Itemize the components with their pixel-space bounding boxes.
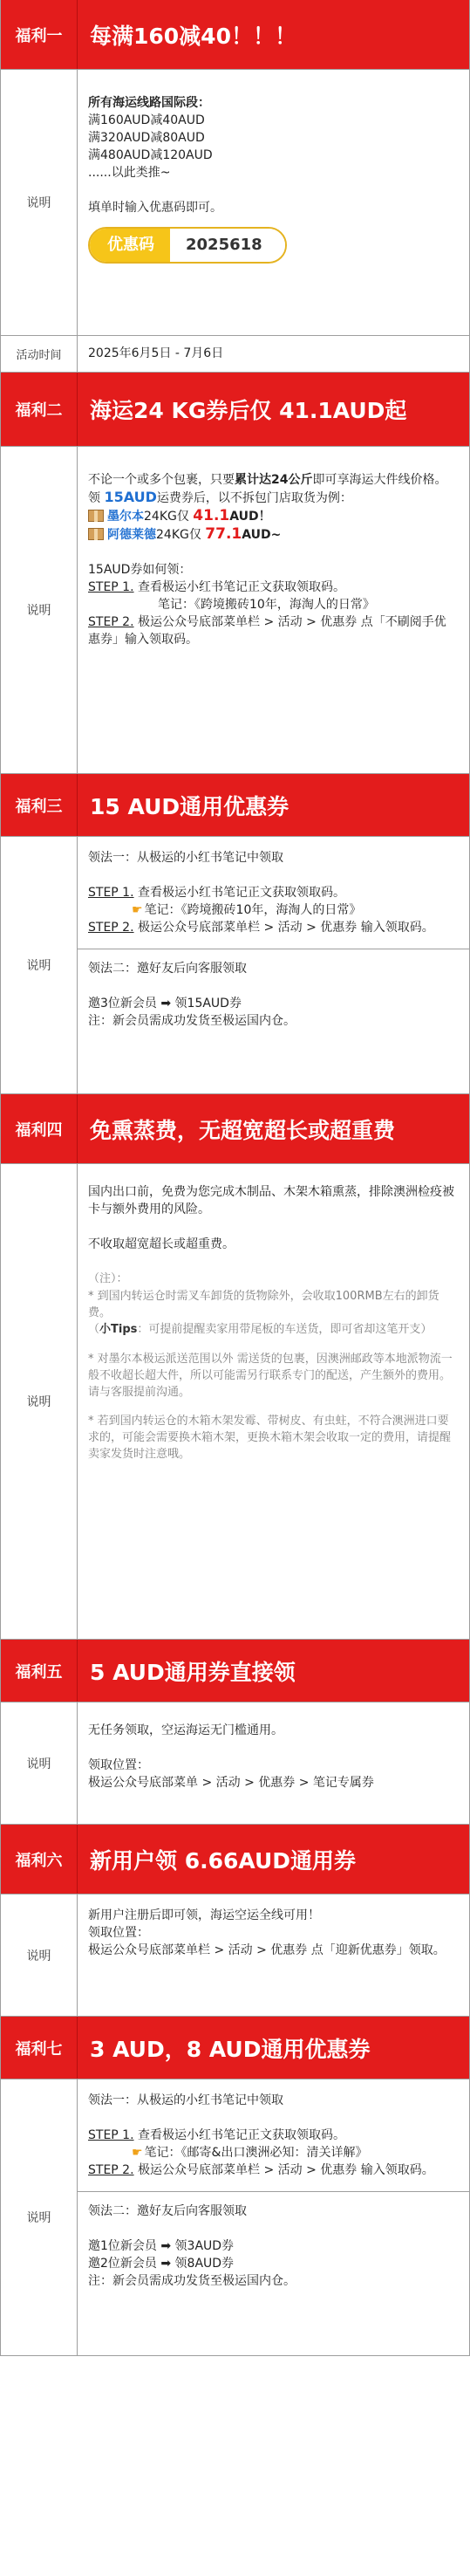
benefit-title: 5 AUD通用券直接领 bbox=[90, 1659, 296, 1685]
step-2: STEP 2. 极运公众号底部菜单栏 > 活动 > 优惠券 输入领取码。 bbox=[88, 921, 434, 935]
benefit-tag: 福利六 bbox=[1, 1825, 78, 1894]
price-adelaide: 阿德莱德24KG仅 77.1AUD~ bbox=[88, 525, 457, 544]
benefit-1-time bbox=[1, 336, 469, 373]
package-icon bbox=[88, 528, 104, 540]
benefit-5-desc bbox=[1, 1702, 469, 1825]
route-heading: 所有海运线路国际段： bbox=[88, 96, 210, 110]
pointing-hand-icon: ☛ bbox=[132, 903, 143, 917]
benefit-tag: 福利二 bbox=[1, 373, 78, 446]
benefit-4-desc bbox=[1, 1164, 469, 1640]
note-unloading: * 到国内转运仓时需叉车卸货的货物除外，会收取100RMB左右的卸货费。 bbox=[88, 1290, 439, 1319]
activity-time: 2025年6月5日 - 7月6日 bbox=[88, 346, 224, 360]
method-one: 领法一：从极运的小红书笔记中领取 bbox=[88, 851, 283, 865]
intro-text: 不论一个或多个包裹，只要累计达24公斤即可享海运大件线价格。 bbox=[88, 473, 447, 487]
benefit-title: 新用户领 6.66AUD通用券 bbox=[90, 1847, 357, 1874]
coupon-code[interactable]: 2025618 bbox=[170, 229, 285, 262]
benefit-2-desc bbox=[1, 447, 469, 774]
benefit-1-header bbox=[1, 0, 469, 70]
step-2: STEP 2. 极运公众号底部菜单栏 > 活动 > 优惠券 点「不刷阅手优惠券」输入领取码。 bbox=[88, 615, 446, 647]
invite-reward: 邀1位新会员 ➡ 领3AUD券 bbox=[88, 2239, 235, 2253]
step-1: STEP 1. 查看极运小红书笔记正文获取领取码。 bbox=[88, 2128, 345, 2142]
benefit-6-desc bbox=[1, 1894, 469, 2017]
desc-label: 说明 bbox=[1, 1894, 78, 2016]
location-path: 极运公众号底部菜单栏 > 活动 > 优惠券 点「迎新优惠券」领取。 bbox=[88, 1943, 446, 1957]
benefit-3-header bbox=[1, 774, 469, 837]
benefit-tag: 福利五 bbox=[1, 1640, 78, 1702]
benefit-title: 海运24 KG券后仅 41.1AUD起 bbox=[90, 398, 407, 423]
note-title: 笔记：《跨境搬砖10年，海淘人的日常》 bbox=[158, 598, 375, 612]
invite-reward: 邀3位新会员 ➡ 领15AUD券 bbox=[88, 997, 242, 1011]
location-path: 极运公众号底部菜单 > 活动 > 优惠券 > 笔记专属券 bbox=[88, 1776, 374, 1790]
benefit-title: 3 AUD，8 AUD通用优惠券 bbox=[90, 2036, 371, 2062]
benefit-tag: 福利七 bbox=[1, 2017, 78, 2079]
note-wooden-crate: * 若到国内转运仓的木箱木架发霉、带树皮、有虫蛀，不符合澳洲进口要求的，可能会需要换木箱木架，更换木箱木架会收取一定的费用，请提醒卖家发货时注意哦。 bbox=[88, 1415, 452, 1461]
benefit-title: 免熏蒸费，无超宽超长或超重费 bbox=[90, 1117, 396, 1143]
coupon-instruction: 填单时输入优惠码即可。 bbox=[88, 201, 222, 215]
desc-label: 说明 bbox=[1, 1164, 78, 1639]
method-two: 领法二：邀好友后向客服领取 bbox=[88, 2204, 247, 2218]
coupon-intro: 领 15AUD运费券后，以不拆包门店取货为例： bbox=[88, 489, 352, 505]
benefit-tag: 福利一 bbox=[1, 0, 78, 69]
fumigation-text: 国内出口前，免费为您完成木制品、木架木箱熏蒸，排除澳洲检疫被卡与额外费用的风险。 bbox=[88, 1185, 454, 1216]
benefit-title: 每满160减40！！！ bbox=[90, 23, 296, 49]
method-two: 领法二：邀好友后向客服领取 bbox=[88, 962, 247, 976]
pointing-hand-icon: ☛ bbox=[132, 2146, 143, 2160]
note-title: ☛ 笔记：《跨境搬砖10年，海淘人的日常》 bbox=[132, 903, 362, 917]
benefit-1-desc bbox=[1, 70, 469, 336]
desc-label: 说明 bbox=[1, 837, 78, 1093]
benefit-6-header bbox=[1, 1825, 469, 1894]
benefit-7-header bbox=[1, 2017, 469, 2079]
location-label: 领取位置： bbox=[88, 1926, 149, 1940]
package-icon bbox=[88, 510, 104, 522]
note-title: ☛ 笔记：《邮寄&出口澳洲必知：清关详解》 bbox=[132, 2146, 368, 2160]
benefit-3-desc bbox=[1, 837, 469, 1094]
benefit-7-desc bbox=[1, 2079, 469, 2356]
benefit-title: 15 AUD通用优惠券 bbox=[90, 793, 289, 819]
desc-label: 说明 bbox=[1, 70, 78, 335]
benefit-tag: 福利四 bbox=[1, 1094, 78, 1163]
invite-note: 注：新会员需成功发货至极运国内仓。 bbox=[88, 1014, 296, 1028]
desc-label: 说明 bbox=[1, 1702, 78, 1824]
no-oversize-fee-text: 不收取超宽超长或超重费。 bbox=[88, 1237, 235, 1251]
note-delivery-range: * 对墨尔本极运派送范围以外 需送货的包裹，因澳洲邮政等本地派物流一般不收超长超大件，所以可能需另行联系专门的配送，产生额外的费用。请与客服提前沟通。 bbox=[88, 1353, 453, 1399]
benefit-2-header bbox=[1, 373, 469, 447]
price-melbourne: 墨尔本24KG仅 41.1AUD！ bbox=[88, 507, 457, 525]
benefit-tag: 福利三 bbox=[1, 774, 78, 836]
method-one: 领法一：从极运的小红书笔记中领取 bbox=[88, 2093, 283, 2107]
invite-note: 注：新会员需成功发货至极运国内仓。 bbox=[88, 2274, 296, 2288]
invite-reward: 邀2位新会员 ➡ 领8AUD券 bbox=[88, 2257, 235, 2271]
coupon-code-badge[interactable] bbox=[88, 227, 287, 264]
location-label: 领取位置： bbox=[88, 1758, 149, 1772]
discount-tier: 满480AUD减120AUD bbox=[88, 148, 213, 162]
discount-tier: 满320AUD减80AUD bbox=[88, 131, 205, 145]
desc-label: 说明 bbox=[1, 447, 78, 773]
discount-tier: 满160AUD减40AUD bbox=[88, 113, 205, 127]
desc-label: 说明 bbox=[1, 2079, 78, 2355]
time-label: 活动时间 bbox=[1, 336, 78, 372]
step-1: STEP 1. 查看极运小红书笔记正文获取领取码。 bbox=[88, 886, 345, 900]
step-1: STEP 1. 查看极运小红书笔记正文获取领取码。 bbox=[88, 580, 345, 594]
no-task-text: 无任务领取，空运海运无门槛通用。 bbox=[88, 1723, 283, 1737]
how-to-get: 15AUD券如何领： bbox=[88, 563, 192, 577]
benefit-5-header bbox=[1, 1640, 469, 1702]
note-tips: （小Tips：可提前提醒卖家用带尾板的车送货，即可省却这笔开支） bbox=[88, 1323, 433, 1336]
notes-heading: （注）： bbox=[88, 1272, 128, 1285]
etc-text: ......以此类推~ bbox=[88, 166, 171, 180]
step-2: STEP 2. 极运公众号底部菜单栏 > 活动 > 优惠券 输入领取码。 bbox=[88, 2163, 434, 2177]
new-user-text: 新用户注册后即可领，海运空运全线可用！ bbox=[88, 1908, 320, 1922]
coupon-label: 优惠码 bbox=[90, 229, 170, 262]
benefit-4-header bbox=[1, 1094, 469, 1164]
